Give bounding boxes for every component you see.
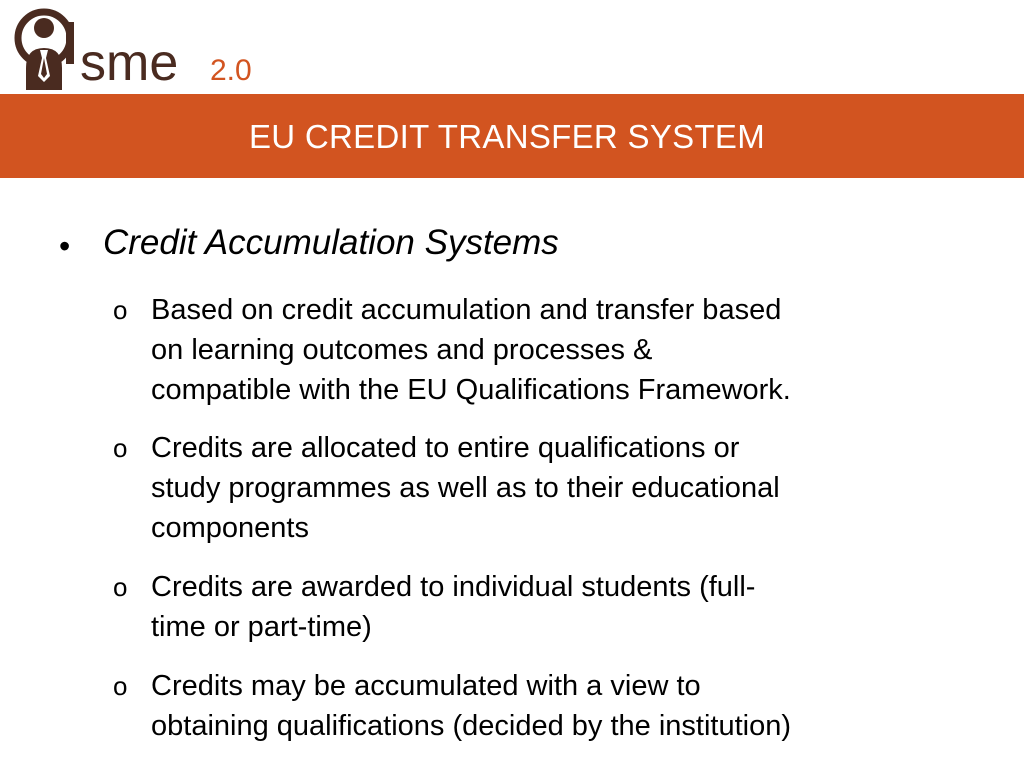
list-item-text [151, 428, 921, 548]
sub-bullet-marker: o [113, 671, 128, 701]
sub-bullet-marker: o [113, 295, 128, 325]
list-item-line: Credits are awarded to individual students (full- [151, 571, 756, 603]
list-item-text [151, 290, 921, 410]
page-title: EU CREDIT TRANSFER SYSTEM [248, 118, 766, 155]
list-item-line: Based on credit accumulation and transfer based [151, 294, 782, 326]
list-item-line: on learning outcomes and processes & [151, 334, 653, 366]
list-item-line: compatible with the EU Qualifications Framework. [151, 374, 791, 406]
list-item-line: time or part-time) [151, 611, 372, 643]
logo-version-text: 2.0 [210, 54, 252, 87]
list-item-line: components [151, 512, 309, 544]
list-item-text [151, 567, 921, 647]
sme-logo-icon [14, 2, 274, 94]
sub-bullet-marker: o [113, 572, 128, 602]
sub-bullet-marker: o [113, 433, 128, 463]
list-item-line: obtaining qualifications (decided by the institution) [151, 710, 792, 742]
list-item-line: Credits may be accumulated with a view to [151, 670, 701, 702]
section-heading: Credit Accumulation Systems [103, 223, 559, 262]
logo-brand-text: sme [80, 34, 179, 92]
list-item-line: Credits are allocated to entire qualifications or [151, 432, 740, 464]
title-bar [0, 94, 1024, 178]
list-item-line: study programmes as well as to their educational [151, 472, 780, 504]
sme-logo [14, 2, 274, 94]
bullet-marker: • [59, 228, 71, 264]
list-item-text [151, 666, 921, 746]
